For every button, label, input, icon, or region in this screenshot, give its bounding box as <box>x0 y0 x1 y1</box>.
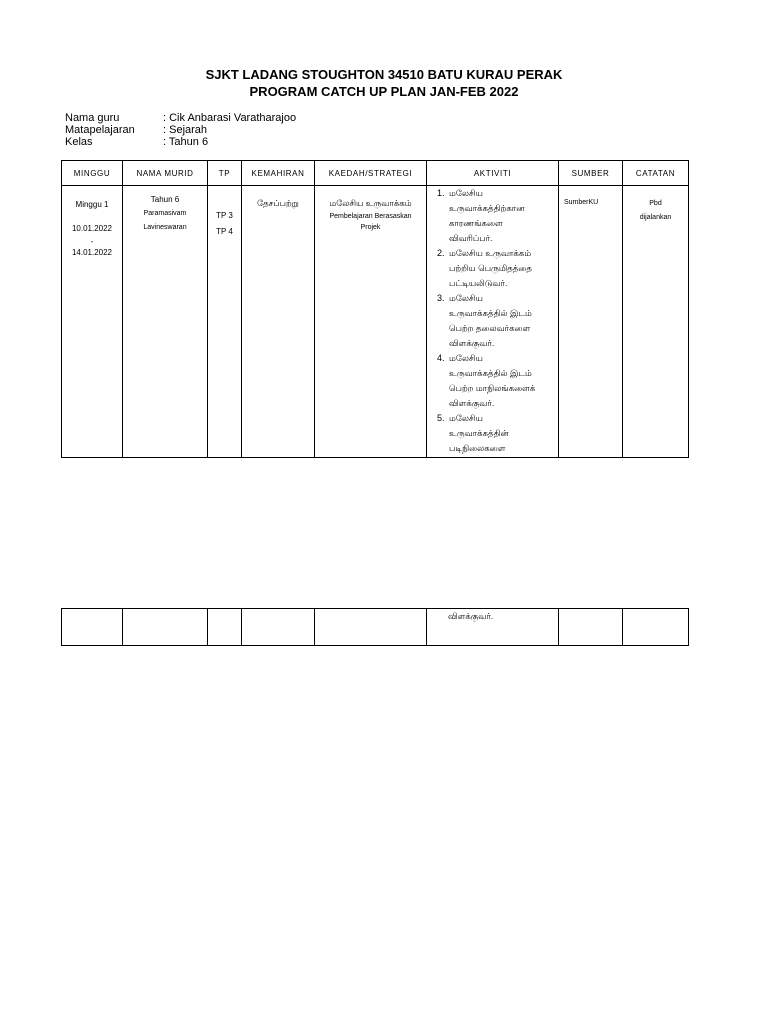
header-aktiviti: AKTIVITI <box>427 161 559 186</box>
aktiviti-line: 4. மலேசிய <box>449 353 483 363</box>
cell-empty <box>315 609 427 646</box>
aktiviti-item <box>447 351 558 411</box>
cell-empty <box>559 609 623 646</box>
info-row-kelas <box>65 136 208 148</box>
date-start: 10.01.2022 <box>71 224 113 233</box>
aktiviti-line: பற்றிய பெருமிதத்தை <box>449 263 532 273</box>
cell-empty <box>123 609 208 646</box>
aktiviti-line: விளக்குவர். <box>449 338 495 348</box>
header-kemahiran: KEMAHIRAN <box>242 161 315 186</box>
header-sumber: SUMBER <box>559 161 623 186</box>
aktiviti-continued-text: விளக்குவர். <box>448 611 494 621</box>
aktiviti-line: 1. மலேசிய <box>449 188 483 198</box>
cell-empty <box>242 609 315 646</box>
cell-kaedah <box>315 186 427 458</box>
guru-label: Nama guru <box>65 112 120 124</box>
aktiviti-line: காரணங்களை <box>449 218 503 228</box>
plan-table-continued <box>61 608 689 646</box>
aktiviti-line: விவரிப்பர். <box>449 233 493 243</box>
cell-tp <box>208 186 242 458</box>
date-end: 14.01.2022 <box>71 248 113 257</box>
murid-name: Paramasivam <box>143 210 187 217</box>
document-title: SJKT LADANG STOUGHTON 34510 BATU KURAU PERAK <box>205 67 563 82</box>
cell-empty <box>623 609 689 646</box>
aktiviti-item <box>447 411 558 456</box>
cell-aktiviti <box>427 186 559 458</box>
table-header-row <box>62 161 689 186</box>
aktiviti-line: பெற்ற தலைவர்களை <box>449 323 531 333</box>
tp-value: TP 3 <box>216 211 233 220</box>
header-nama-murid: NAMA MURID <box>123 161 208 186</box>
murid-class: Tahun 6 <box>150 195 180 204</box>
kaedah-tamil: மலேசிய உருவாக்கம் <box>329 198 412 208</box>
aktiviti-line: உருவாக்கத்தில் இடம் <box>449 308 532 318</box>
aktiviti-item <box>447 186 558 246</box>
info-row-subjek <box>65 124 207 136</box>
murid-name: Lavineswaran <box>143 224 187 231</box>
aktiviti-line: உருவாக்கத்தின் <box>449 428 509 438</box>
aktiviti-item <box>447 291 558 351</box>
minggu-label: Minggu 1 <box>75 200 109 209</box>
aktiviti-line: உருவாக்கத்திற்கான <box>449 203 525 213</box>
aktiviti-line: உருவாக்கத்தில் இடம் <box>449 368 532 378</box>
table-row <box>62 609 689 646</box>
kelas-value: : Tahun 6 <box>163 136 209 148</box>
kelas-label: Kelas <box>65 136 93 148</box>
header-tp: TP <box>208 161 242 186</box>
cell-minggu <box>62 186 123 458</box>
kaedah-line: Pembelajaran Berasaskan <box>329 213 412 220</box>
cell-empty <box>208 609 242 646</box>
table-row <box>62 186 689 458</box>
aktiviti-line: பட்டியலிடுவர். <box>449 278 508 288</box>
catatan-line: dijalankan <box>639 214 672 221</box>
sumber-value: SumberKU <box>564 199 599 206</box>
aktiviti-item <box>447 246 558 291</box>
subjek-label: Matapelajaran <box>65 124 135 136</box>
aktiviti-line: பெற்ற மாநிலங்களைக் <box>449 383 536 393</box>
cell-empty <box>62 609 123 646</box>
cell-sumber <box>559 186 623 458</box>
kaedah-line: Projek <box>360 224 381 231</box>
aktiviti-line: 3. மலேசிய <box>449 293 483 303</box>
kemahiran-value: தேசப்பற்று <box>257 198 299 208</box>
cell-aktiviti-continued <box>427 609 559 646</box>
subjek-value: : Sejarah <box>163 124 208 136</box>
catatan-line: Pbd <box>649 200 662 207</box>
date-separator: - <box>90 237 94 246</box>
document-subtitle: PROGRAM CATCH UP PLAN JAN-FEB 2022 <box>249 84 519 99</box>
header-catatan: CATATAN <box>623 161 689 186</box>
header-kaedah: KAEDAH/STRATEGI <box>315 161 427 186</box>
aktiviti-line: விளக்குவர். <box>449 398 495 408</box>
plan-table <box>61 160 689 458</box>
aktiviti-list <box>427 186 558 456</box>
guru-value: : Cik Anbarasi Varatharajoo <box>163 112 297 124</box>
cell-kemahiran <box>242 186 315 458</box>
aktiviti-line: 5. மலேசிய <box>449 413 483 423</box>
tp-value: TP 4 <box>216 227 233 236</box>
info-row-guru <box>65 112 296 124</box>
cell-nama-murid <box>123 186 208 458</box>
cell-catatan <box>623 186 689 458</box>
aktiviti-line: படிநிலைகளை <box>449 443 506 453</box>
header-minggu: MINGGU <box>62 161 123 186</box>
aktiviti-line: 2. மலேசிய உருவாக்கம் <box>449 248 532 258</box>
